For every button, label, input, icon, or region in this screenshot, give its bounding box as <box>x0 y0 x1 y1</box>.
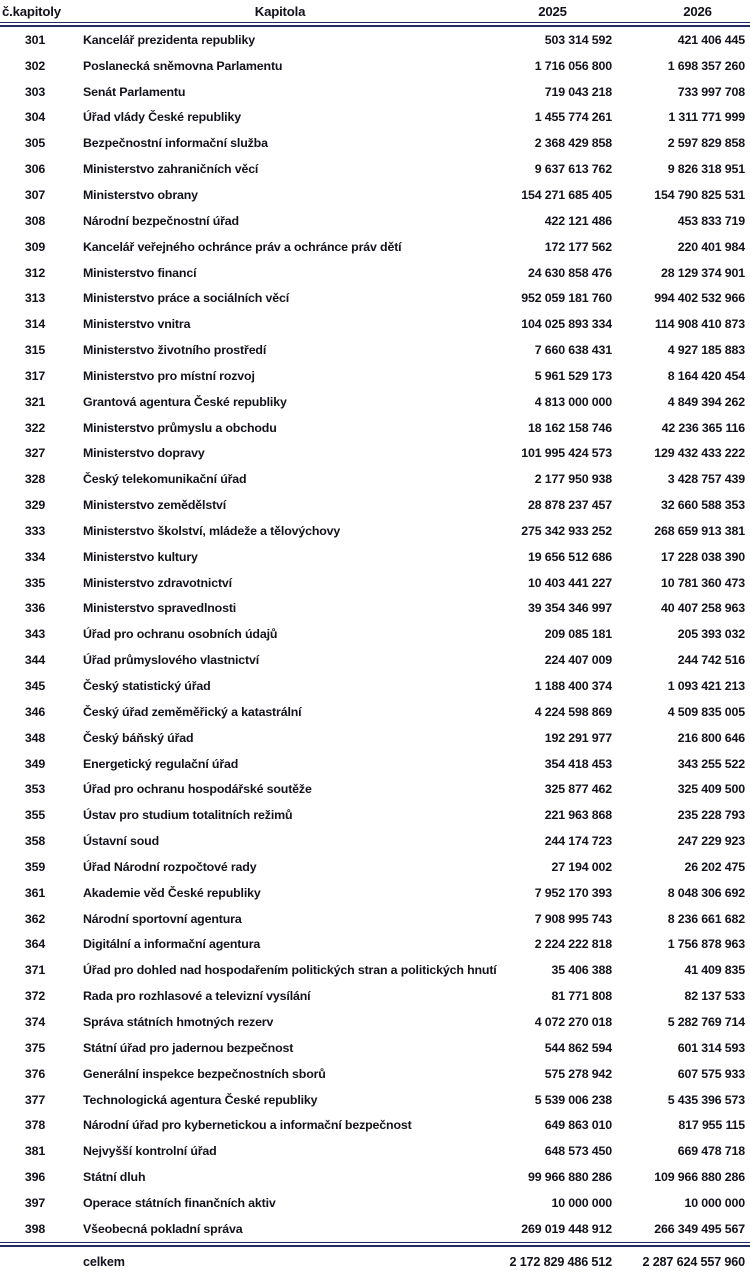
chapter-number-cell: 303 <box>24 84 46 99</box>
table-row <box>0 182 750 208</box>
chapter-name-cell: Operace státních finančních aktiv <box>83 1195 276 1210</box>
chapter-name-cell: Ústavní soud <box>83 834 159 849</box>
value-2025-cell: 221 963 868 <box>544 808 612 823</box>
table-row <box>0 673 750 699</box>
chapter-name-cell: Úřad vlády České republiky <box>83 110 241 125</box>
table-row <box>0 492 750 518</box>
chapter-number-cell: 355 <box>24 808 46 823</box>
value-2025-cell: 4 224 598 869 <box>534 704 612 719</box>
table-row <box>0 776 750 802</box>
value-2026-cell: 3 428 757 439 <box>667 472 745 487</box>
total-2025-value: 2 172 829 486 512 <box>509 1254 612 1269</box>
table-row <box>0 415 750 441</box>
table-row <box>0 880 750 906</box>
table-row <box>0 932 750 958</box>
value-2025-cell: 209 085 181 <box>544 627 612 642</box>
value-2026-cell: 8 164 420 454 <box>667 368 745 383</box>
value-2026-cell: 601 314 593 <box>677 1040 745 1055</box>
value-2025-cell: 10 000 000 <box>551 1195 612 1210</box>
table-row <box>0 1138 750 1164</box>
value-2026-cell: 244 742 516 <box>677 653 745 668</box>
chapter-number-cell: 362 <box>24 911 46 926</box>
chapter-number-cell: 358 <box>24 834 46 849</box>
value-2025-cell: 81 771 808 <box>551 989 612 1004</box>
table-row <box>0 1190 750 1216</box>
value-2026-cell: 205 393 032 <box>677 627 745 642</box>
chapter-number-cell: 398 <box>24 1221 46 1236</box>
chapter-name-cell: Ministerstvo zdravotnictví <box>83 575 232 590</box>
chapter-name-cell: Úřad Národní rozpočtové rady <box>83 859 257 874</box>
chapter-name-cell: Všeobecná pokladní správa <box>83 1221 243 1236</box>
value-2025-cell: 649 863 010 <box>544 1118 612 1133</box>
total-2026-value: 2 287 624 557 960 <box>642 1254 745 1269</box>
value-2026-cell: 1 093 421 213 <box>667 679 745 694</box>
chapter-name-cell: Český báňský úřad <box>83 730 194 745</box>
value-2026-cell: 82 137 533 <box>684 989 745 1004</box>
chapter-number-cell: 312 <box>24 265 46 280</box>
table-footer <box>0 1247 750 1277</box>
table-row <box>0 1035 750 1061</box>
chapter-name-cell: Národní sportovní agentura <box>83 911 242 926</box>
value-2025-cell: 35 406 388 <box>551 963 612 978</box>
chapter-name-cell: Kancelář veřejného ochránce práv a ochránce práv dětí <box>83 239 402 254</box>
chapter-number-cell: 359 <box>24 859 46 874</box>
value-2026-cell: 17 228 038 390 <box>660 549 745 564</box>
chapter-name-cell: Státní úřad pro jadernou bezpečnost <box>83 1040 294 1055</box>
table-row <box>0 957 750 983</box>
chapter-name-cell: Ministerstvo vnitra <box>83 317 191 332</box>
value-2026-cell: 40 407 258 963 <box>660 601 745 616</box>
value-2026-cell: 216 800 646 <box>677 730 745 745</box>
value-2026-cell: 1 311 771 999 <box>668 110 745 125</box>
column-header-chapter-name: Kapitola <box>254 3 306 19</box>
chapter-number-cell: 346 <box>24 704 46 719</box>
table-row <box>0 1061 750 1087</box>
chapter-name-cell: Státní dluh <box>83 1170 146 1185</box>
value-2026-cell: 114 908 410 873 <box>654 317 745 332</box>
value-2026-cell: 4 509 835 005 <box>667 704 745 719</box>
chapter-name-cell: Ministerstvo obrany <box>83 187 198 202</box>
table-row <box>0 828 750 854</box>
value-2025-cell: 544 862 594 <box>544 1040 612 1055</box>
value-2026-cell: 129 432 433 222 <box>654 446 745 461</box>
value-2025-cell: 354 418 453 <box>544 756 612 771</box>
chapter-number-cell: 353 <box>24 782 46 797</box>
column-header-2025: 2025 <box>538 3 567 19</box>
chapter-name-cell: Technologická agentura České republiky <box>83 1092 318 1107</box>
chapter-name-cell: Ministerstvo kultury <box>83 549 198 564</box>
value-2025-cell: 28 878 237 457 <box>527 498 612 513</box>
chapter-number-cell: 328 <box>24 472 46 487</box>
chapter-number-cell: 396 <box>24 1170 46 1185</box>
chapter-number-cell: 372 <box>24 989 46 1004</box>
table-row <box>0 311 750 337</box>
value-2026-cell: 28 129 374 901 <box>660 265 745 280</box>
value-2025-cell: 39 354 346 997 <box>527 601 612 616</box>
value-2025-cell: 952 059 181 760 <box>521 291 612 306</box>
chapter-name-cell: Úřad pro ochranu osobních údajů <box>83 627 278 642</box>
value-2026-cell: 817 955 115 <box>678 1118 745 1133</box>
chapter-name-cell: Ministerstvo pro místní rozvoj <box>83 368 255 383</box>
table-row <box>0 234 750 260</box>
value-2025-cell: 24 630 858 476 <box>527 265 612 280</box>
chapter-name-cell: Rada pro rozhlasové a televizní vysílání <box>83 989 311 1004</box>
value-2026-cell: 5 435 396 573 <box>667 1092 745 1107</box>
chapter-name-cell: Digitální a informační agentura <box>83 937 261 952</box>
chapter-number-cell: 309 <box>24 239 46 254</box>
value-2025-cell: 244 174 723 <box>544 834 612 849</box>
value-2025-cell: 19 656 512 686 <box>527 549 612 564</box>
chapter-number-cell: 321 <box>24 394 46 409</box>
table-body <box>0 27 750 1242</box>
value-2025-cell: 27 194 002 <box>551 859 612 874</box>
chapter-number-cell: 334 <box>24 549 46 564</box>
value-2025-cell: 719 043 218 <box>544 84 612 99</box>
value-2025-cell: 172 177 562 <box>544 239 612 254</box>
chapter-name-cell: Správa státních hmotných rezerv <box>83 1014 274 1029</box>
chapter-number-cell: 304 <box>24 110 46 125</box>
table-row <box>0 725 750 751</box>
chapter-name-cell: Akademie věd České republiky <box>83 885 261 900</box>
chapter-number-cell: 307 <box>24 187 46 202</box>
value-2025-cell: 2 224 222 818 <box>534 937 612 952</box>
chapter-number-cell: 313 <box>24 291 46 306</box>
value-2026-cell: 268 659 913 381 <box>654 523 745 538</box>
chapter-number-cell: 376 <box>24 1066 46 1081</box>
table-row <box>0 466 750 492</box>
chapter-name-cell: Kancelář prezidenta republiky <box>83 32 255 47</box>
chapter-number-cell: 322 <box>24 420 46 435</box>
chapter-number-cell: 345 <box>24 679 46 694</box>
chapter-name-cell: Ministerstvo průmyslu a obchodu <box>83 420 277 435</box>
value-2025-cell: 7 952 170 393 <box>534 885 612 900</box>
chapter-name-cell: Úřad pro ochranu hospodářské soutěže <box>83 782 312 797</box>
value-2025-cell: 18 162 158 746 <box>527 420 612 435</box>
chapter-name-cell: Ústav pro studium totalitních režimů <box>83 808 293 823</box>
table-row <box>0 596 750 622</box>
chapter-name-cell: Ministerstvo životního prostředí <box>83 343 267 358</box>
chapter-name-cell: Poslanecká sněmovna Parlamentu <box>83 58 283 73</box>
value-2026-cell: 247 229 923 <box>677 834 745 849</box>
value-2025-cell: 7 660 638 431 <box>534 343 612 358</box>
chapter-number-cell: 314 <box>24 317 46 332</box>
table-row <box>0 363 750 389</box>
value-2026-cell: 32 660 588 353 <box>660 498 745 513</box>
table-row <box>0 802 750 828</box>
value-2025-cell: 275 342 933 252 <box>521 523 612 538</box>
total-label: celkem <box>83 1254 125 1269</box>
value-2026-cell: 5 282 769 714 <box>667 1014 745 1029</box>
chapter-number-cell: 327 <box>24 446 46 461</box>
value-2025-cell: 575 278 942 <box>544 1066 612 1081</box>
table-row <box>0 518 750 544</box>
chapter-name-cell: Český telekomunikační úřad <box>83 472 247 487</box>
chapter-name-cell: Ministerstvo spravedlnosti <box>83 601 237 616</box>
chapter-name-cell: Nejvyšší kontrolní úřad <box>83 1144 217 1159</box>
table-row <box>0 544 750 570</box>
value-2025-cell: 192 291 977 <box>544 730 612 745</box>
value-2026-cell: 343 255 522 <box>677 756 745 771</box>
chapter-number-cell: 333 <box>24 523 46 538</box>
value-2026-cell: 1 756 878 963 <box>667 937 745 952</box>
chapter-number-cell: 308 <box>24 213 46 228</box>
value-2026-cell: 10 000 000 <box>684 1195 745 1210</box>
table-row <box>0 983 750 1009</box>
value-2026-cell: 154 790 825 531 <box>654 187 745 202</box>
chapter-number-cell: 364 <box>24 937 46 952</box>
table-row <box>0 389 750 415</box>
value-2026-cell: 669 478 718 <box>677 1144 745 1159</box>
table-row <box>0 854 750 880</box>
value-2025-cell: 1 716 056 800 <box>534 58 612 73</box>
chapter-name-cell: Senát Parlamentu <box>83 84 186 99</box>
chapter-name-cell: Český statistický úřad <box>83 679 211 694</box>
value-2026-cell: 453 833 719 <box>677 213 745 228</box>
value-2026-cell: 9 826 318 951 <box>667 162 745 177</box>
chapter-name-cell: Ministerstvo zemědělství <box>83 498 227 513</box>
chapter-number-cell: 349 <box>24 756 46 771</box>
table-row <box>0 751 750 777</box>
table-row <box>0 53 750 79</box>
chapter-number-cell: 315 <box>24 343 46 358</box>
value-2026-cell: 8 048 306 692 <box>667 885 745 900</box>
chapter-number-cell: 305 <box>24 136 46 151</box>
table-row <box>0 1009 750 1035</box>
value-2026-cell: 2 597 829 858 <box>667 136 745 151</box>
table-row <box>0 906 750 932</box>
value-2025-cell: 99 966 880 286 <box>527 1170 612 1185</box>
table-row <box>0 156 750 182</box>
table-row <box>0 441 750 467</box>
table-row <box>0 1112 750 1138</box>
value-2025-cell: 2 177 950 938 <box>534 472 612 487</box>
value-2025-cell: 5 961 529 173 <box>534 368 612 383</box>
value-2025-cell: 422 121 486 <box>544 213 612 228</box>
value-2025-cell: 224 407 009 <box>544 653 612 668</box>
chapter-name-cell: Národní úřad pro kybernetickou a informační bezpečnost <box>83 1118 412 1133</box>
chapter-name-cell: Ministerstvo financí <box>83 265 197 280</box>
table-row <box>0 1216 750 1242</box>
chapter-name-cell: Ministerstvo školství, mládeže a tělovýchovy <box>83 523 341 538</box>
chapter-number-cell: 378 <box>24 1118 46 1133</box>
chapter-name-cell: Generální inspekce bezpečnostních sborů <box>83 1066 326 1081</box>
value-2025-cell: 503 314 592 <box>544 32 612 47</box>
value-2026-cell: 266 349 495 567 <box>654 1221 745 1236</box>
chapter-number-cell: 361 <box>24 885 46 900</box>
value-2026-cell: 325 409 500 <box>677 782 745 797</box>
chapter-number-cell: 375 <box>24 1040 46 1055</box>
chapter-number-cell: 344 <box>24 653 46 668</box>
table-row <box>0 27 750 53</box>
chapter-number-cell: 371 <box>24 963 46 978</box>
value-2026-cell: 8 236 661 682 <box>667 911 745 926</box>
chapter-number-cell: 397 <box>24 1195 46 1210</box>
value-2026-cell: 733 997 708 <box>677 84 745 99</box>
value-2025-cell: 104 025 893 334 <box>521 317 612 332</box>
table-row <box>0 621 750 647</box>
chapter-name-cell: Bezpečnostní informační služba <box>83 136 268 151</box>
chapter-name-cell: Grantová agentura České republiky <box>83 394 287 409</box>
chapter-number-cell: 336 <box>24 601 46 616</box>
value-2025-cell: 2 368 429 858 <box>534 136 612 151</box>
value-2026-cell: 26 202 475 <box>684 859 745 874</box>
value-2025-cell: 9 637 613 762 <box>534 162 612 177</box>
value-2025-cell: 5 539 006 238 <box>534 1092 612 1107</box>
value-2026-cell: 4 849 394 262 <box>667 394 745 409</box>
table-row <box>0 79 750 105</box>
chapter-name-cell: Energetický regulační úřad <box>83 756 239 771</box>
total-row <box>0 1247 750 1277</box>
value-2026-cell: 607 575 933 <box>677 1066 745 1081</box>
chapter-number-cell: 348 <box>24 730 46 745</box>
table-row <box>0 570 750 596</box>
chapter-name-cell: Ministerstvo práce a sociálních věcí <box>83 291 290 306</box>
table-row <box>0 647 750 673</box>
chapter-number-cell: 302 <box>24 58 46 73</box>
value-2025-cell: 1 188 400 374 <box>534 679 612 694</box>
value-2025-cell: 1 455 774 261 <box>534 110 612 125</box>
chapter-name-cell: Český úřad zeměměřický a katastrální <box>83 704 302 719</box>
value-2026-cell: 994 402 532 966 <box>654 291 745 306</box>
column-header-chapter-number: č.kapitoly <box>2 3 61 19</box>
value-2026-cell: 109 966 880 286 <box>654 1170 745 1185</box>
chapter-name-cell: Ministerstvo dopravy <box>83 446 205 461</box>
chapter-number-cell: 374 <box>24 1014 46 1029</box>
chapter-number-cell: 377 <box>24 1092 46 1107</box>
value-2026-cell: 1 698 357 260 <box>667 58 745 73</box>
value-2026-cell: 4 927 185 883 <box>667 343 745 358</box>
value-2025-cell: 4 813 000 000 <box>534 394 612 409</box>
value-2025-cell: 648 573 450 <box>544 1144 612 1159</box>
chapter-number-cell: 343 <box>24 627 46 642</box>
value-2026-cell: 421 406 445 <box>677 32 745 47</box>
value-2026-cell: 235 228 793 <box>677 808 745 823</box>
chapter-number-cell: 317 <box>24 368 46 383</box>
table-row <box>0 208 750 234</box>
column-header-2026: 2026 <box>683 3 712 19</box>
value-2025-cell: 10 403 441 227 <box>527 575 612 590</box>
chapter-number-cell: 306 <box>24 162 46 177</box>
value-2025-cell: 154 271 685 405 <box>521 187 612 202</box>
value-2025-cell: 325 877 462 <box>544 782 612 797</box>
table-row <box>0 699 750 725</box>
table-row <box>0 1087 750 1113</box>
value-2026-cell: 10 781 360 473 <box>660 575 745 590</box>
table-row <box>0 285 750 311</box>
chapter-name-cell: Úřad pro dohled nad hospodařením politických stran a politických hnutí <box>83 963 497 978</box>
chapter-number-cell: 329 <box>24 498 46 513</box>
chapter-name-cell: Úřad průmyslového vlastnictví <box>83 653 260 668</box>
table-header-row <box>0 0 750 22</box>
chapter-number-cell: 335 <box>24 575 46 590</box>
table-row <box>0 130 750 156</box>
chapter-number-cell: 301 <box>24 32 46 47</box>
chapter-name-cell: Národní bezpečnostní úřad <box>83 213 239 228</box>
table-row <box>0 1164 750 1190</box>
value-2025-cell: 7 908 995 743 <box>534 911 612 926</box>
chapter-name-cell: Ministerstvo zahraničních věcí <box>83 162 259 177</box>
table-row <box>0 105 750 131</box>
value-2025-cell: 269 019 448 912 <box>521 1221 612 1236</box>
value-2026-cell: 220 401 984 <box>677 239 745 254</box>
value-2025-cell: 4 072 270 018 <box>534 1014 612 1029</box>
table-row <box>0 337 750 363</box>
chapter-number-cell: 381 <box>24 1144 46 1159</box>
value-2026-cell: 41 409 835 <box>684 963 745 978</box>
value-2025-cell: 101 995 424 573 <box>521 446 612 461</box>
value-2026-cell: 42 236 365 116 <box>661 420 745 435</box>
table-row <box>0 260 750 286</box>
